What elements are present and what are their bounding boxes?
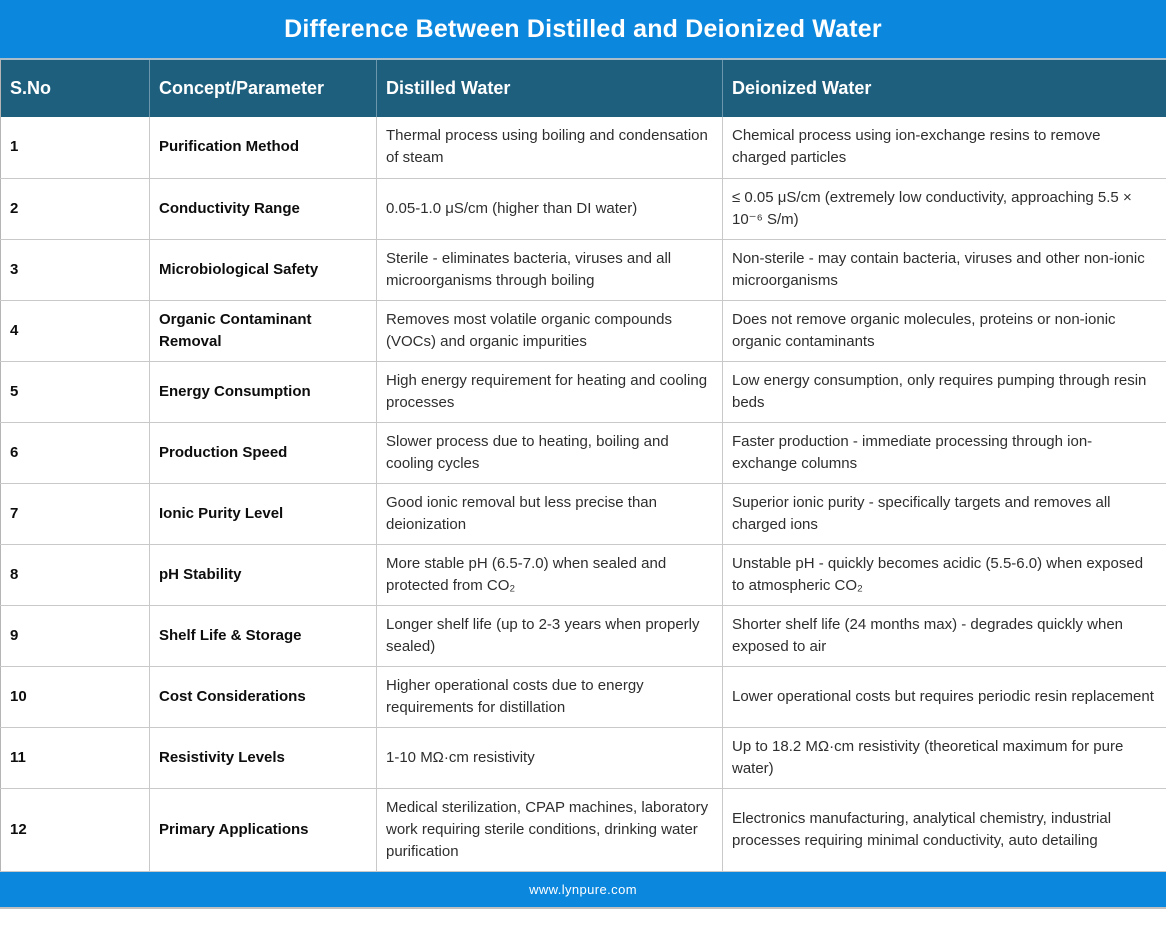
cell-distilled: Removes most volatile organic compounds (VOCs) and organic impurities bbox=[377, 300, 723, 361]
table-row bbox=[1, 544, 1166, 605]
cell-sno: 10 bbox=[1, 666, 150, 727]
table-row bbox=[1, 605, 1166, 666]
cell-parameter: Primary Applications bbox=[150, 788, 377, 871]
cell-sno: 12 bbox=[1, 788, 150, 871]
cell-sno: 11 bbox=[1, 727, 150, 788]
cell-parameter: Shelf Life & Storage bbox=[150, 605, 377, 666]
cell-parameter: Conductivity Range bbox=[150, 178, 377, 239]
cell-distilled: Medical sterilization, CPAP machines, laboratory work requiring sterile conditions, drinking water purification bbox=[377, 788, 723, 871]
cell-parameter: Microbiological Safety bbox=[150, 239, 377, 300]
cell-deionized: ≤ 0.05 μS/cm (extremely low conductivity, approaching 5.5 × 10⁻⁶ S/m) bbox=[723, 178, 1166, 239]
cell-parameter: Organic Contaminant Removal bbox=[150, 300, 377, 361]
cell-deionized: Does not remove organic molecules, proteins or non-ionic organic contaminants bbox=[723, 300, 1166, 361]
cell-sno: 1 bbox=[1, 117, 150, 178]
cell-sno: 6 bbox=[1, 422, 150, 483]
table-row bbox=[1, 788, 1166, 871]
cell-distilled: High energy requirement for heating and cooling processes bbox=[377, 361, 723, 422]
cell-parameter: Cost Considerations bbox=[150, 666, 377, 727]
cell-sno: 9 bbox=[1, 605, 150, 666]
table-row bbox=[1, 300, 1166, 361]
cell-deionized: Superior ionic purity - specifically targets and removes all charged ions bbox=[723, 483, 1166, 544]
cell-sno: 3 bbox=[1, 239, 150, 300]
cell-parameter: Production Speed bbox=[150, 422, 377, 483]
page-title: Difference Between Distilled and Deionized Water bbox=[284, 14, 882, 43]
cell-deionized: Low energy consumption, only requires pumping through resin beds bbox=[723, 361, 1166, 422]
cell-distilled: Thermal process using boiling and condensation of steam bbox=[377, 117, 723, 178]
cell-sno: 5 bbox=[1, 361, 150, 422]
cell-distilled: Longer shelf life (up to 2-3 years when properly sealed) bbox=[377, 605, 723, 666]
column-header-parameter: Concept/Parameter bbox=[150, 60, 377, 117]
cell-distilled: 1-10 MΩ·cm resistivity bbox=[377, 727, 723, 788]
bottom-strip bbox=[0, 907, 1166, 909]
cell-parameter: Resistivity Levels bbox=[150, 727, 377, 788]
column-header-deionized: Deionized Water bbox=[723, 60, 1166, 117]
table-row bbox=[1, 117, 1166, 178]
table-row bbox=[1, 483, 1166, 544]
cell-parameter: Ionic Purity Level bbox=[150, 483, 377, 544]
cell-deionized: Up to 18.2 MΩ·cm resistivity (theoretical maximum for pure water) bbox=[723, 727, 1166, 788]
cell-distilled: Sterile - eliminates bacteria, viruses and all microorganisms through boiling bbox=[377, 239, 723, 300]
table-row bbox=[1, 178, 1166, 239]
cell-distilled: Higher operational costs due to energy requirements for distillation bbox=[377, 666, 723, 727]
cell-parameter: Purification Method bbox=[150, 117, 377, 178]
table-body bbox=[1, 117, 1166, 871]
cell-sno: 7 bbox=[1, 483, 150, 544]
cell-distilled: Good ionic removal but less precise than deionization bbox=[377, 483, 723, 544]
comparison-table bbox=[0, 60, 1166, 872]
website-url: www.lynpure.com bbox=[529, 881, 637, 897]
table-row bbox=[1, 666, 1166, 727]
cell-deionized: Shorter shelf life (24 months max) - degrades quickly when exposed to air bbox=[723, 605, 1166, 666]
cell-distilled: 0.05-1.0 μS/cm (higher than DI water) bbox=[377, 178, 723, 239]
footer-bar bbox=[0, 872, 1166, 907]
cell-distilled: More stable pH (6.5-7.0) when sealed and protected from CO₂ bbox=[377, 544, 723, 605]
table-row bbox=[1, 239, 1166, 300]
table-row bbox=[1, 422, 1166, 483]
cell-sno: 4 bbox=[1, 300, 150, 361]
table-row bbox=[1, 361, 1166, 422]
cell-deionized: Lower operational costs but requires periodic resin replacement bbox=[723, 666, 1166, 727]
cell-parameter: pH Stability bbox=[150, 544, 377, 605]
cell-deionized: Chemical process using ion-exchange resins to remove charged particles bbox=[723, 117, 1166, 178]
cell-deionized: Electronics manufacturing, analytical chemistry, industrial processes requiring minimal conductivity, auto detailing bbox=[723, 788, 1166, 871]
column-header-sno: S.No bbox=[1, 60, 150, 117]
cell-deionized: Non-sterile - may contain bacteria, viruses and other non-ionic microorganisms bbox=[723, 239, 1166, 300]
table-header-row bbox=[1, 60, 1166, 117]
cell-sno: 2 bbox=[1, 178, 150, 239]
cell-distilled: Slower process due to heating, boiling and cooling cycles bbox=[377, 422, 723, 483]
cell-deionized: Unstable pH - quickly becomes acidic (5.5-6.0) when exposed to atmospheric CO₂ bbox=[723, 544, 1166, 605]
cell-sno: 8 bbox=[1, 544, 150, 605]
table-row bbox=[1, 727, 1166, 788]
cell-parameter: Energy Consumption bbox=[150, 361, 377, 422]
title-banner bbox=[0, 0, 1166, 58]
column-header-distilled: Distilled Water bbox=[377, 60, 723, 117]
cell-deionized: Faster production - immediate processing through ion-exchange columns bbox=[723, 422, 1166, 483]
